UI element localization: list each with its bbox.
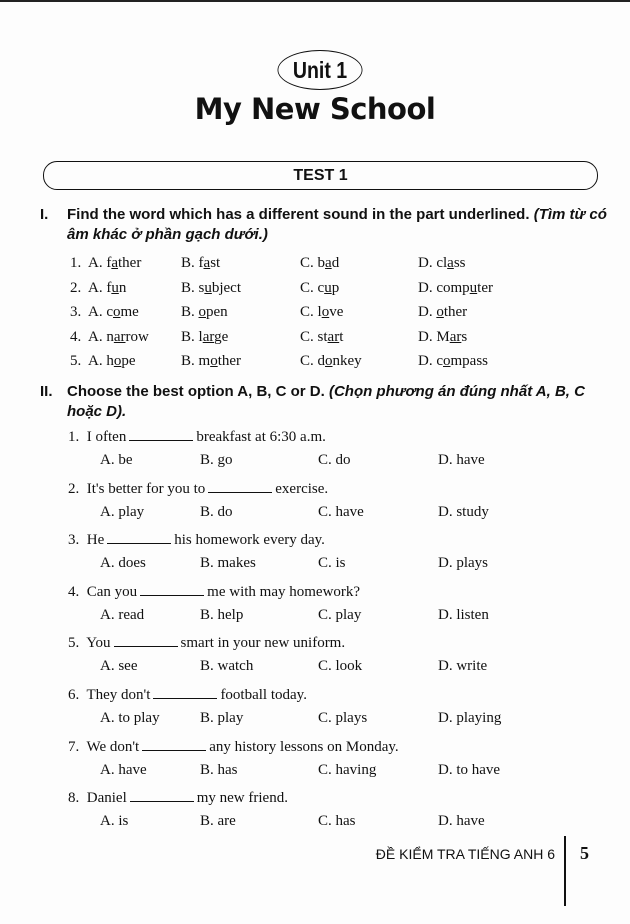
answer-blank <box>153 686 217 699</box>
word-start: d <box>317 353 326 369</box>
word-start: c <box>317 279 325 296</box>
word-end: pen <box>206 304 228 320</box>
word-start: st <box>317 328 328 345</box>
option-letter: A. <box>88 255 103 271</box>
word-end: ss <box>453 255 466 271</box>
answer-option: A. play <box>100 503 145 520</box>
section-number: I. <box>40 206 49 223</box>
answer-option: D. have <box>438 452 485 468</box>
underlined-sound: u <box>469 279 478 296</box>
underlined-sound: o <box>325 353 333 369</box>
stem-before: We don't <box>86 738 140 755</box>
footer-divider <box>564 836 566 906</box>
answer-blank <box>142 738 206 751</box>
item-number: 1. <box>70 255 82 271</box>
answer-option: D. plays <box>438 555 488 572</box>
answer-option: A. does <box>100 555 146 572</box>
section-instruction: Find the word which has a different sound in the part underlined. <box>67 206 530 223</box>
answer-blank <box>114 634 178 647</box>
word-start: comp <box>436 279 470 296</box>
word-end: mpass <box>450 353 489 369</box>
word-end: ther <box>217 353 242 369</box>
underlined-sound: o <box>113 353 122 369</box>
word-option <box>181 280 241 297</box>
word-option <box>300 280 339 297</box>
item-number: 5. <box>70 353 82 369</box>
option-letter: D. <box>418 304 433 320</box>
stem-after: exercise. <box>275 480 329 497</box>
underlined-sound: u <box>204 279 212 296</box>
answer-option: B. makes <box>200 555 256 572</box>
option-letter: A. <box>88 328 103 345</box>
stem-after: my new friend. <box>196 790 288 807</box>
stem-after: any history lessons on Monday. <box>209 738 399 755</box>
answer-option: D. to have <box>438 761 501 778</box>
top-border <box>0 0 630 2</box>
question-stem <box>68 583 360 601</box>
answer-option: A. read <box>100 606 145 623</box>
word-option <box>88 280 126 297</box>
answer-option: C. do <box>318 452 351 468</box>
underlined-sound: u <box>324 279 332 296</box>
option-letter: A. <box>88 279 103 296</box>
answer-blank <box>129 428 193 441</box>
word-end: bject <box>211 279 242 296</box>
stem-after: breakfast at 6:30 a.m. <box>196 429 326 445</box>
book-title: ĐỀ KIỂM TRA TIẾNG ANH 6 <box>375 846 555 862</box>
answer-option: A. is <box>100 813 129 830</box>
option-letter: C. <box>300 279 314 296</box>
question-number: 2. <box>68 480 80 497</box>
stem-before: It's better for you to <box>86 480 206 497</box>
answer-option: B. do <box>200 503 233 520</box>
option-letter: D. <box>418 328 433 345</box>
section-instruction-vi: (Tìm từ có âm khác ở phần gạch dưới.) <box>67 206 607 243</box>
answer-option: C. plays <box>318 710 368 726</box>
stem-after: football today. <box>220 687 307 703</box>
stem-after: smart in your new uniform. <box>180 635 346 652</box>
word-end: st <box>210 255 221 271</box>
word-end: p <box>331 279 340 296</box>
stem-before: Can you <box>86 583 138 600</box>
word-start: f <box>198 255 204 271</box>
answer-option: D. write <box>438 658 488 675</box>
word-option <box>300 353 362 370</box>
item-number: 2. <box>70 279 82 296</box>
question-number: 5. <box>68 635 80 652</box>
answer-option: A. to play <box>100 710 160 726</box>
answer-blank <box>107 531 171 544</box>
answer-option: B. has <box>200 761 238 778</box>
option-letter: A. <box>88 304 103 320</box>
underlined-sound: o <box>436 304 444 320</box>
stem-before: I often <box>86 429 127 445</box>
answer-option: C. has <box>318 813 356 830</box>
stem-after: his homework every day. <box>174 532 325 549</box>
section-instruction-vi: (Chọn phương án đúng nhất A, B, C hoặc D). <box>67 383 585 420</box>
answer-option: B. watch <box>200 658 254 675</box>
word-start: h <box>106 353 114 369</box>
answer-option: A. have <box>100 761 147 778</box>
word-start: f <box>106 279 112 296</box>
unit-label: Unit 1 <box>278 50 363 90</box>
word-end: nkey <box>332 353 362 369</box>
answer-option: B. are <box>200 813 236 830</box>
word-end: row <box>125 328 149 345</box>
page-number: 5 <box>580 843 589 863</box>
word-end: ter <box>477 279 493 296</box>
answer-option: C. look <box>318 658 363 675</box>
answer-option: C. is <box>318 555 346 572</box>
option-letter: B. <box>181 255 195 271</box>
underlined-sound: a <box>203 255 211 271</box>
answer-blank <box>208 480 272 493</box>
item-number: 3. <box>70 304 82 320</box>
question-stem <box>68 428 326 446</box>
word-start: s <box>198 279 205 296</box>
question-number: 4. <box>68 583 80 600</box>
question-number: 8. <box>68 790 80 807</box>
section-1-heading <box>40 205 615 245</box>
word-option <box>181 329 228 346</box>
word-option <box>418 280 493 297</box>
word-end: ve <box>329 304 344 320</box>
word-start: c <box>436 353 444 369</box>
answer-blank <box>140 583 204 596</box>
option-letter: C. <box>300 353 314 369</box>
stem-before: They don't <box>86 687 151 703</box>
answer-option: D. study <box>438 503 489 520</box>
underlined-sound: o <box>198 304 207 320</box>
word-start: M <box>436 328 450 345</box>
question-stem <box>68 738 399 756</box>
answer-option: B. play <box>200 710 244 726</box>
word-end: ther <box>443 304 468 320</box>
option-letter: D. <box>418 353 433 369</box>
answer-option: A. be <box>100 452 133 468</box>
underlined-sound: a <box>447 255 454 271</box>
question-number: 7. <box>68 738 80 755</box>
section-instruction: Choose the best option A, B, C or D. <box>67 383 325 400</box>
word-option <box>418 329 467 346</box>
stem-after: me with may homework? <box>207 583 361 600</box>
option-letter: B. <box>181 328 195 345</box>
option-letter: B. <box>181 353 195 369</box>
underlined-sound: a <box>111 255 119 271</box>
underlined-sound: ar <box>113 328 126 345</box>
word-start: c <box>106 304 114 320</box>
question-stem <box>68 531 325 549</box>
underlined-sound: ar <box>449 328 462 345</box>
answer-option: D. playing <box>438 710 502 726</box>
answer-option: D. listen <box>438 606 489 623</box>
word-option <box>418 304 467 321</box>
underlined-sound: o <box>443 353 451 369</box>
word-option <box>300 329 343 346</box>
answer-blank <box>130 789 194 802</box>
word-start: l <box>317 304 322 320</box>
word-option <box>88 329 149 346</box>
question-number: 3. <box>68 532 80 549</box>
word-end: n <box>118 279 127 296</box>
underlined-sound: o <box>321 304 330 320</box>
underlined-sound: ar <box>202 328 215 345</box>
option-letter: D. <box>418 255 433 271</box>
word-option <box>181 304 228 321</box>
word-option <box>181 353 241 370</box>
word-end: me <box>120 304 139 320</box>
stem-before: Daniel <box>86 790 127 807</box>
question-stem <box>68 480 328 498</box>
word-start: f <box>106 255 112 271</box>
question-number: 6. <box>68 687 80 703</box>
section-number: II. <box>40 383 53 400</box>
word-start: n <box>106 328 114 345</box>
word-option <box>418 353 488 370</box>
option-letter: C. <box>300 255 314 271</box>
question-stem <box>68 634 345 652</box>
word-option <box>418 255 466 272</box>
option-letter: B. <box>181 304 195 320</box>
word-start: l <box>198 328 203 345</box>
answer-option: B. help <box>200 606 244 623</box>
question-stem <box>68 686 307 704</box>
underlined-sound: o <box>113 304 121 320</box>
answer-option: A. see <box>100 658 138 675</box>
word-end: t <box>339 328 344 345</box>
word-end: ge <box>214 328 229 345</box>
word-start: b <box>317 255 326 271</box>
underlined-sound: a <box>325 255 332 271</box>
word-end: s <box>461 328 468 345</box>
option-letter: C. <box>300 328 314 345</box>
stem-before: He <box>86 532 105 549</box>
word-end: pe <box>121 353 136 369</box>
word-option <box>300 304 343 321</box>
answer-option: D. have <box>438 813 485 830</box>
answer-option: C. have <box>318 503 364 520</box>
word-option <box>88 353 136 370</box>
option-letter: A. <box>88 353 103 369</box>
option-letter: B. <box>181 279 195 296</box>
answer-option: C. having <box>318 761 377 778</box>
question-stem <box>68 789 288 807</box>
word-option <box>88 304 139 321</box>
option-letter: D. <box>418 279 433 296</box>
page-title: My New School <box>194 92 436 126</box>
word-end: ther <box>118 255 142 271</box>
word-start: m <box>198 353 211 369</box>
word-start: cl <box>436 255 448 271</box>
test-label: TEST 1 <box>43 161 598 190</box>
underlined-sound: u <box>111 279 119 296</box>
answer-option: B. go <box>200 452 233 468</box>
answer-option: C. play <box>318 606 362 623</box>
section-2-heading <box>40 382 615 422</box>
word-option <box>181 255 220 272</box>
stem-before: You <box>86 635 111 652</box>
word-end: d <box>331 255 340 271</box>
item-number: 4. <box>70 328 82 345</box>
option-letter: C. <box>300 304 314 320</box>
word-option <box>300 255 339 272</box>
underlined-sound: o <box>210 353 218 369</box>
word-option <box>88 255 141 272</box>
underlined-sound: ar <box>327 328 340 345</box>
question-number: 1. <box>68 429 80 445</box>
